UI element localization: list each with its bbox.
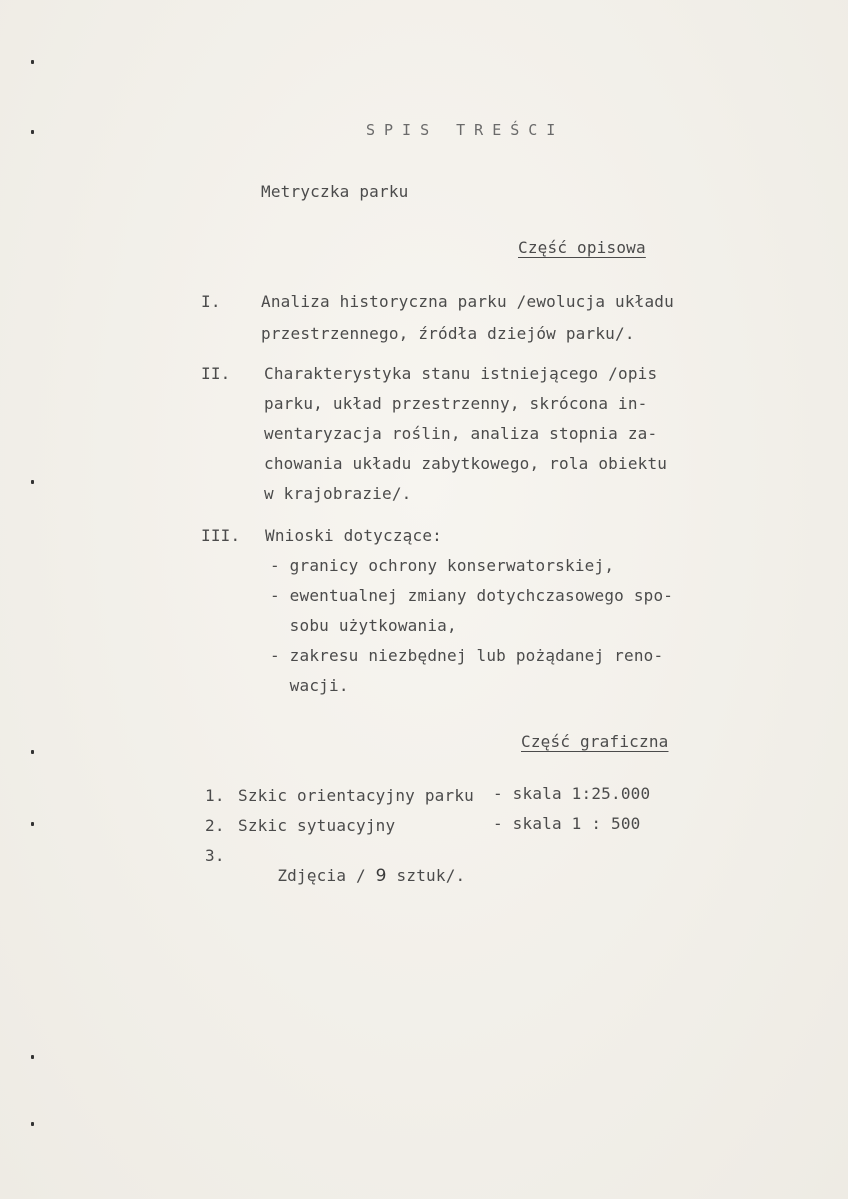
section-line: wentaryzacja roślin, analiza stopnia za- bbox=[264, 424, 658, 443]
graphic-item-label-end: sztuk/. bbox=[386, 866, 466, 885]
graphic-item-label: Zdjęcia / bbox=[277, 866, 376, 885]
section-line: Wnioski dotyczące: bbox=[265, 526, 442, 545]
metryczka-label: Metryczka parku bbox=[261, 182, 409, 201]
graphic-item-number: 2. bbox=[205, 816, 225, 835]
section-line: wacji. bbox=[270, 676, 349, 695]
section-line: Charakterystyka stanu istniejącego /opis bbox=[264, 364, 658, 383]
section-number: III. bbox=[201, 526, 241, 545]
part-descriptive-heading: Część opisowa bbox=[518, 238, 646, 257]
graphic-item-scale: - skala 1 : 500 bbox=[493, 814, 641, 833]
margin-mark bbox=[31, 1122, 34, 1126]
graphic-item-label: Szkic sytuacyjny bbox=[238, 816, 396, 835]
section-number: II. bbox=[201, 364, 231, 383]
section-line: sobu użytkowania, bbox=[270, 616, 457, 635]
page-title: SPIS TREŚCI bbox=[366, 121, 565, 139]
graphic-item-scale: - skala 1:25.000 bbox=[493, 784, 651, 803]
section-line: Analiza historyczna parku /ewolucja układu bbox=[261, 292, 674, 311]
handwritten-count: 9 bbox=[375, 866, 387, 886]
section-number: I. bbox=[201, 292, 221, 311]
graphic-item-label-line bbox=[238, 846, 465, 906]
section-line: - granicy ochrony konserwatorskiej, bbox=[270, 556, 615, 575]
margin-mark bbox=[31, 130, 34, 134]
section-line: - zakresu niezbędnej lub pożądanej reno- bbox=[270, 646, 664, 665]
section-line: w krajobrazie/. bbox=[264, 484, 412, 503]
margin-mark bbox=[31, 60, 34, 64]
margin-mark bbox=[31, 822, 34, 826]
margin-mark bbox=[31, 1055, 34, 1059]
graphic-item-number: 1. bbox=[205, 786, 225, 805]
graphic-item-number: 3. bbox=[205, 846, 225, 865]
part-graphic-heading: Część graficzna bbox=[521, 732, 669, 751]
section-line: parku, układ przestrzenny, skrócona in- bbox=[264, 394, 648, 413]
margin-mark bbox=[31, 750, 34, 754]
margin-mark bbox=[31, 480, 34, 484]
section-line: chowania układu zabytkowego, rola obiektu bbox=[264, 454, 668, 473]
section-line: - ewentualnej zmiany dotychczasowego spo- bbox=[270, 586, 674, 605]
graphic-item-label: Szkic orientacyjny parku bbox=[238, 786, 474, 805]
section-line: przestrzennego, źródła dziejów parku/. bbox=[261, 324, 635, 343]
